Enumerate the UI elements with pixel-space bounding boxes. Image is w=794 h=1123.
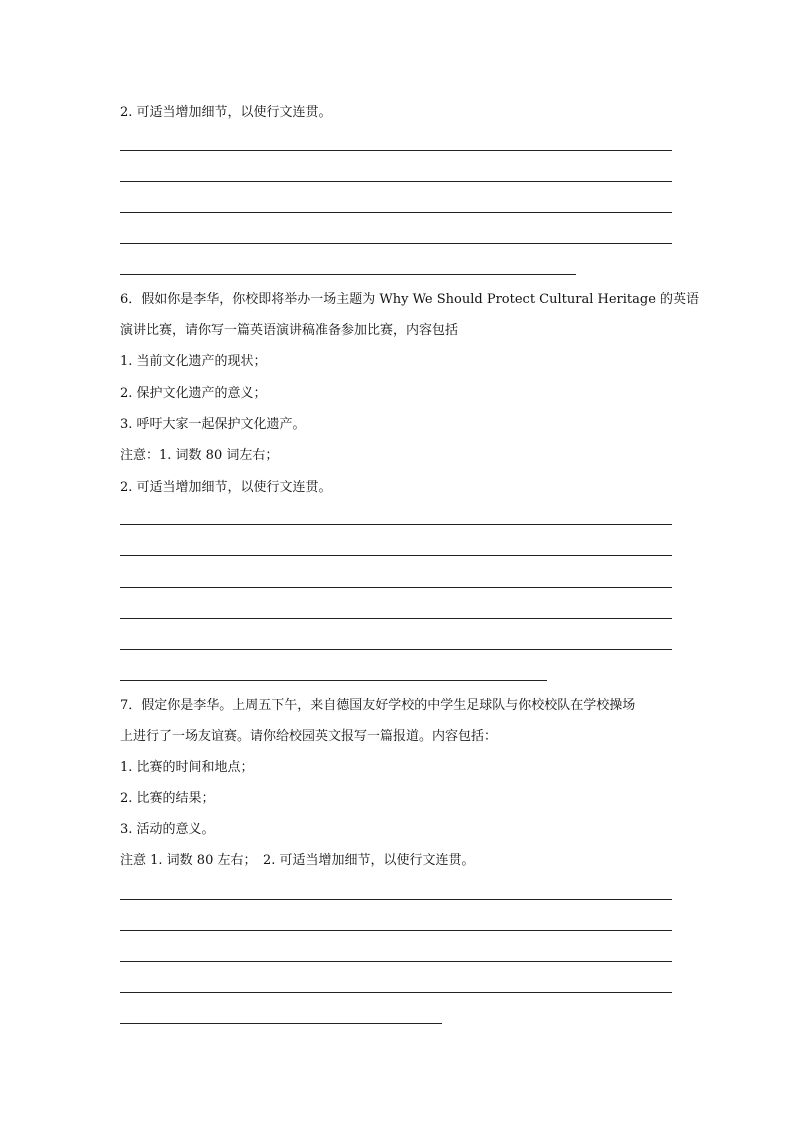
- q6-item-1: 1. 当前文化遗产的现状；: [120, 354, 267, 369]
- answer-line[interactable]: [120, 524, 672, 525]
- q7-item-3: 3. 活动的意义。: [120, 822, 215, 837]
- q7-prompt-line1: 7．假定你是李华。上周五下午，来自德国友好学校的中学生足球队与你校校队在学校操场: [120, 698, 636, 713]
- answer-line[interactable]: [120, 150, 672, 151]
- q7-note: 注意 1. 词数 80 左右； 2. 可适当增加细节，以使行文连贯。: [120, 853, 475, 868]
- q6-item-2: 2. 保护文化遗产的意义；: [120, 386, 267, 401]
- q6-prompt-line2: 演讲比赛，请你写一篇英语演讲稿准备参加比赛，内容包括: [120, 323, 459, 338]
- answer-line[interactable]: [120, 961, 672, 962]
- answer-line[interactable]: [120, 587, 672, 588]
- answer-line[interactable]: [120, 930, 672, 931]
- answer-line-short[interactable]: [120, 1023, 442, 1024]
- answer-line-short[interactable]: [120, 274, 576, 275]
- answer-line[interactable]: [120, 649, 672, 650]
- answer-line[interactable]: [120, 618, 672, 619]
- q7-item-2: 2. 比赛的结果；: [120, 791, 215, 806]
- answer-line[interactable]: [120, 181, 672, 182]
- answer-line[interactable]: [120, 899, 672, 900]
- answer-line[interactable]: [120, 555, 672, 556]
- answer-line-short[interactable]: [120, 680, 547, 681]
- q6-prompt-line1: 6．假如你是李华，你校即将举办一场主题为 Why We Should Protect Cultural Heritage 的英语: [120, 292, 700, 307]
- answer-line[interactable]: [120, 212, 672, 213]
- q7-prompt-line2: 上进行了一场友谊赛。请你给校园英文报写一篇报道。内容包括：: [120, 729, 498, 744]
- q6-item-3: 3. 呼吁大家一起保护文化遗产。: [120, 417, 306, 432]
- q6-note-1: 注意：1. 词数 80 词左右；: [120, 448, 279, 463]
- q6-note-2: 2. 可适当增加细节，以使行文连贯。: [120, 480, 332, 495]
- answer-line[interactable]: [120, 243, 672, 244]
- note-line: 2. 可适当增加细节，以使行文连贯。: [120, 105, 332, 120]
- answer-line[interactable]: [120, 992, 672, 993]
- q7-item-1: 1. 比赛的时间和地点；: [120, 760, 254, 775]
